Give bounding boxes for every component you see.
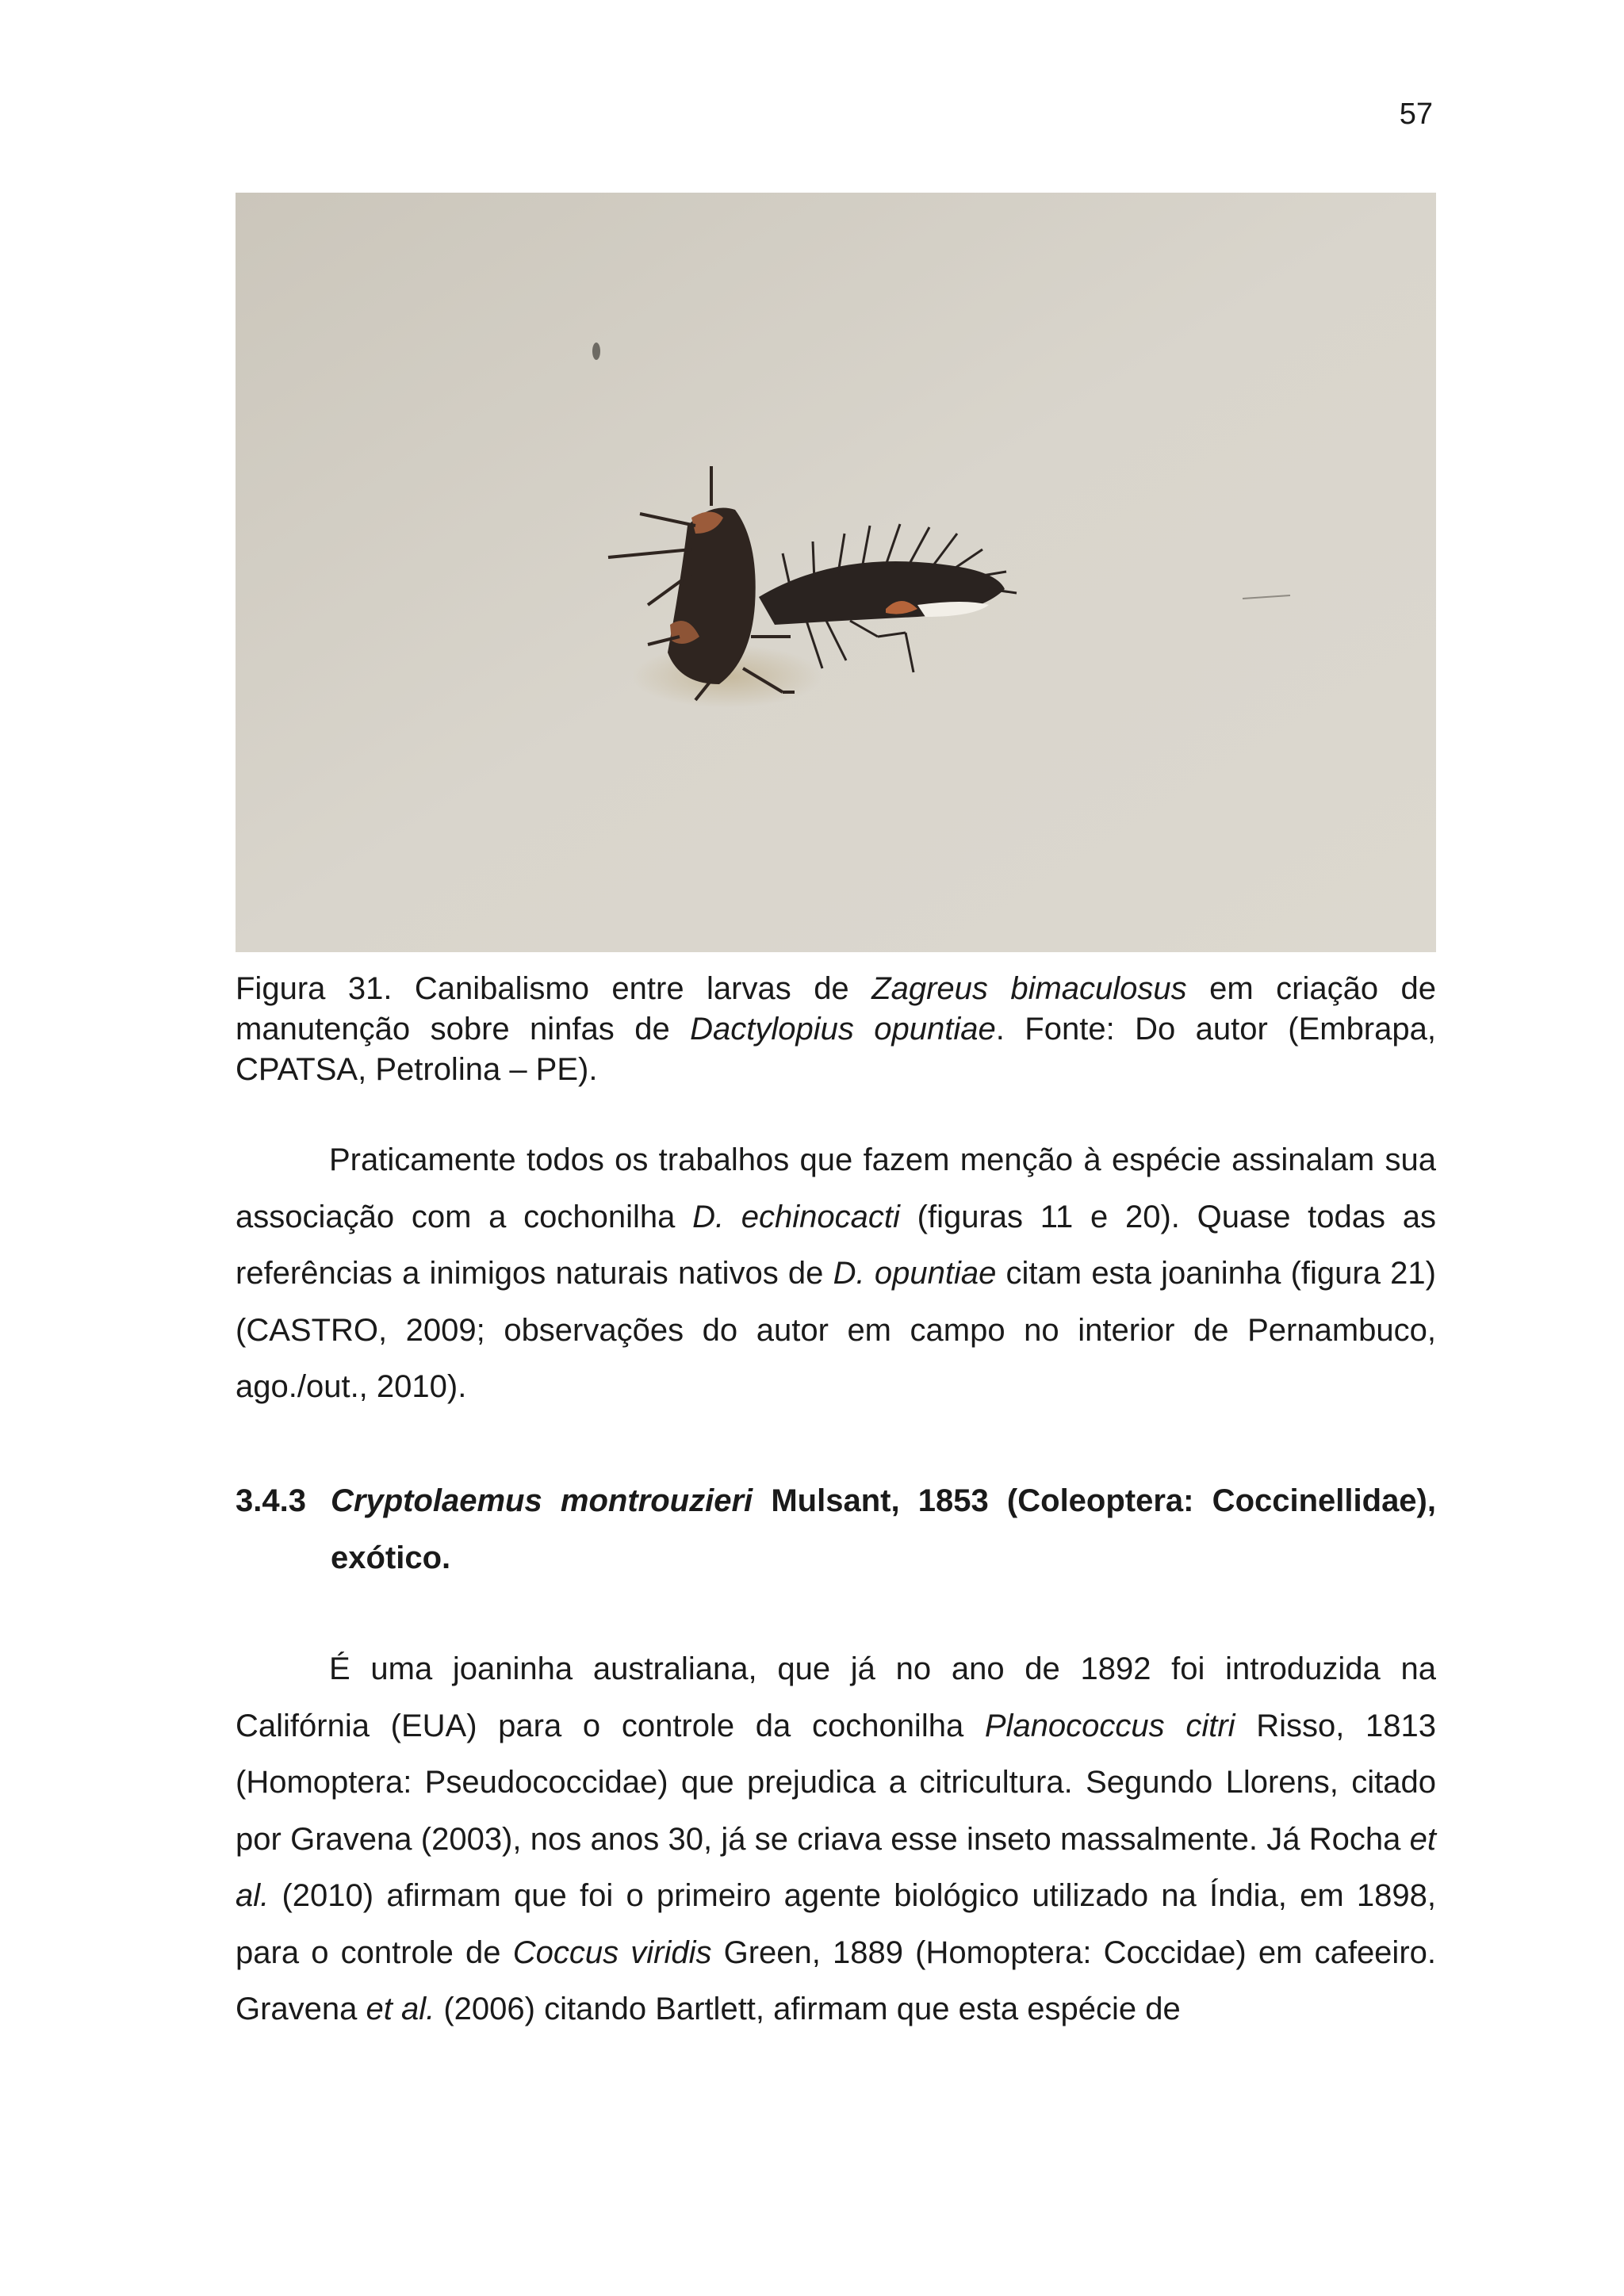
- figure-photo: [236, 193, 1436, 952]
- section-heading: [236, 1473, 1436, 1586]
- paragraph-2: [236, 1641, 1436, 2038]
- paragraph-1-species-2: D. opuntiae: [833, 1256, 997, 1291]
- paragraph-1-text-3: citam esta joaninha (figura 21) (CASTRO, 2009; observações do autor em campo no interior de Pernambuco, ago./out., 2010).: [236, 1256, 1436, 1404]
- paragraph-2-species-2: Coccus viridis: [512, 1934, 712, 1970]
- paragraph-2-text-2: Risso, 1813 (Homoptera: Pseudococcidae) que prejudica a citricultura. Segundo Llorens, citado por Gravena (2003), nos anos 30, já se criava esse inseto massalmente. Já Rocha: [236, 1708, 1436, 1857]
- paragraph-2-etal-2: et al.: [366, 1992, 435, 2026]
- caption-text-1: Figura 31. Canibalismo entre larvas de: [236, 971, 872, 1006]
- section-species: Cryptolaemus montrouzieri: [331, 1483, 753, 1518]
- section-title: [236, 1473, 1436, 1586]
- caption-text-2: em criação de manutenção sobre ninfas de: [236, 971, 1437, 1047]
- section-number: 3.4.3: [236, 1483, 306, 1518]
- figure-caption: [236, 969, 1436, 1090]
- paragraph-2-text-4: Green, 1889 (Homoptera: Coccidae) em cafeeiro. Gravena: [236, 1934, 1436, 2026]
- paragraph-2-text-1: É uma joaninha australiana, que já no ano de 1892 foi introduzida na Califórnia (EUA) para o controle da cochonilha: [236, 1651, 1436, 1743]
- paragraph-2-etal-1: et al.: [236, 1821, 1436, 1913]
- caption-species-1: Zagreus bimaculosus: [871, 971, 1187, 1006]
- larvae-photo-illustration: [236, 193, 1436, 952]
- caption-text-3: . Fonte: Do autor (Embrapa, CPATSA, Petrolina – PE).: [236, 1012, 1436, 1087]
- paragraph-1-species-1: D. echinocacti: [692, 1199, 900, 1234]
- paragraph-1-text-2: (figuras 11 e 20). Quase todas as referências a inimigos naturais nativos de: [236, 1199, 1436, 1291]
- paragraph-2-text-5: (2006) citando Bartlett, afirmam que esta espécie de: [435, 1992, 1181, 2026]
- paragraph-2-text-3: (2010) afirmam que foi o primeiro agente biológico utilizado na Índia, em 1898, para o controle de: [236, 1878, 1436, 1970]
- paragraph-1: [236, 1132, 1436, 1416]
- paragraph-1-text-1: Praticamente todos os trabalhos que fazem menção à espécie assinalam sua associação com a cochonilha: [236, 1142, 1436, 1234]
- page-number: 57: [1399, 98, 1433, 131]
- paragraph-2-species-1: Planococcus citri: [984, 1708, 1235, 1743]
- section-title-rest: Mulsant, 1853 (Coleoptera: Coccinellidae), exótico.: [331, 1483, 1436, 1575]
- caption-species-2: Dactylopius opuntiae: [690, 1012, 996, 1047]
